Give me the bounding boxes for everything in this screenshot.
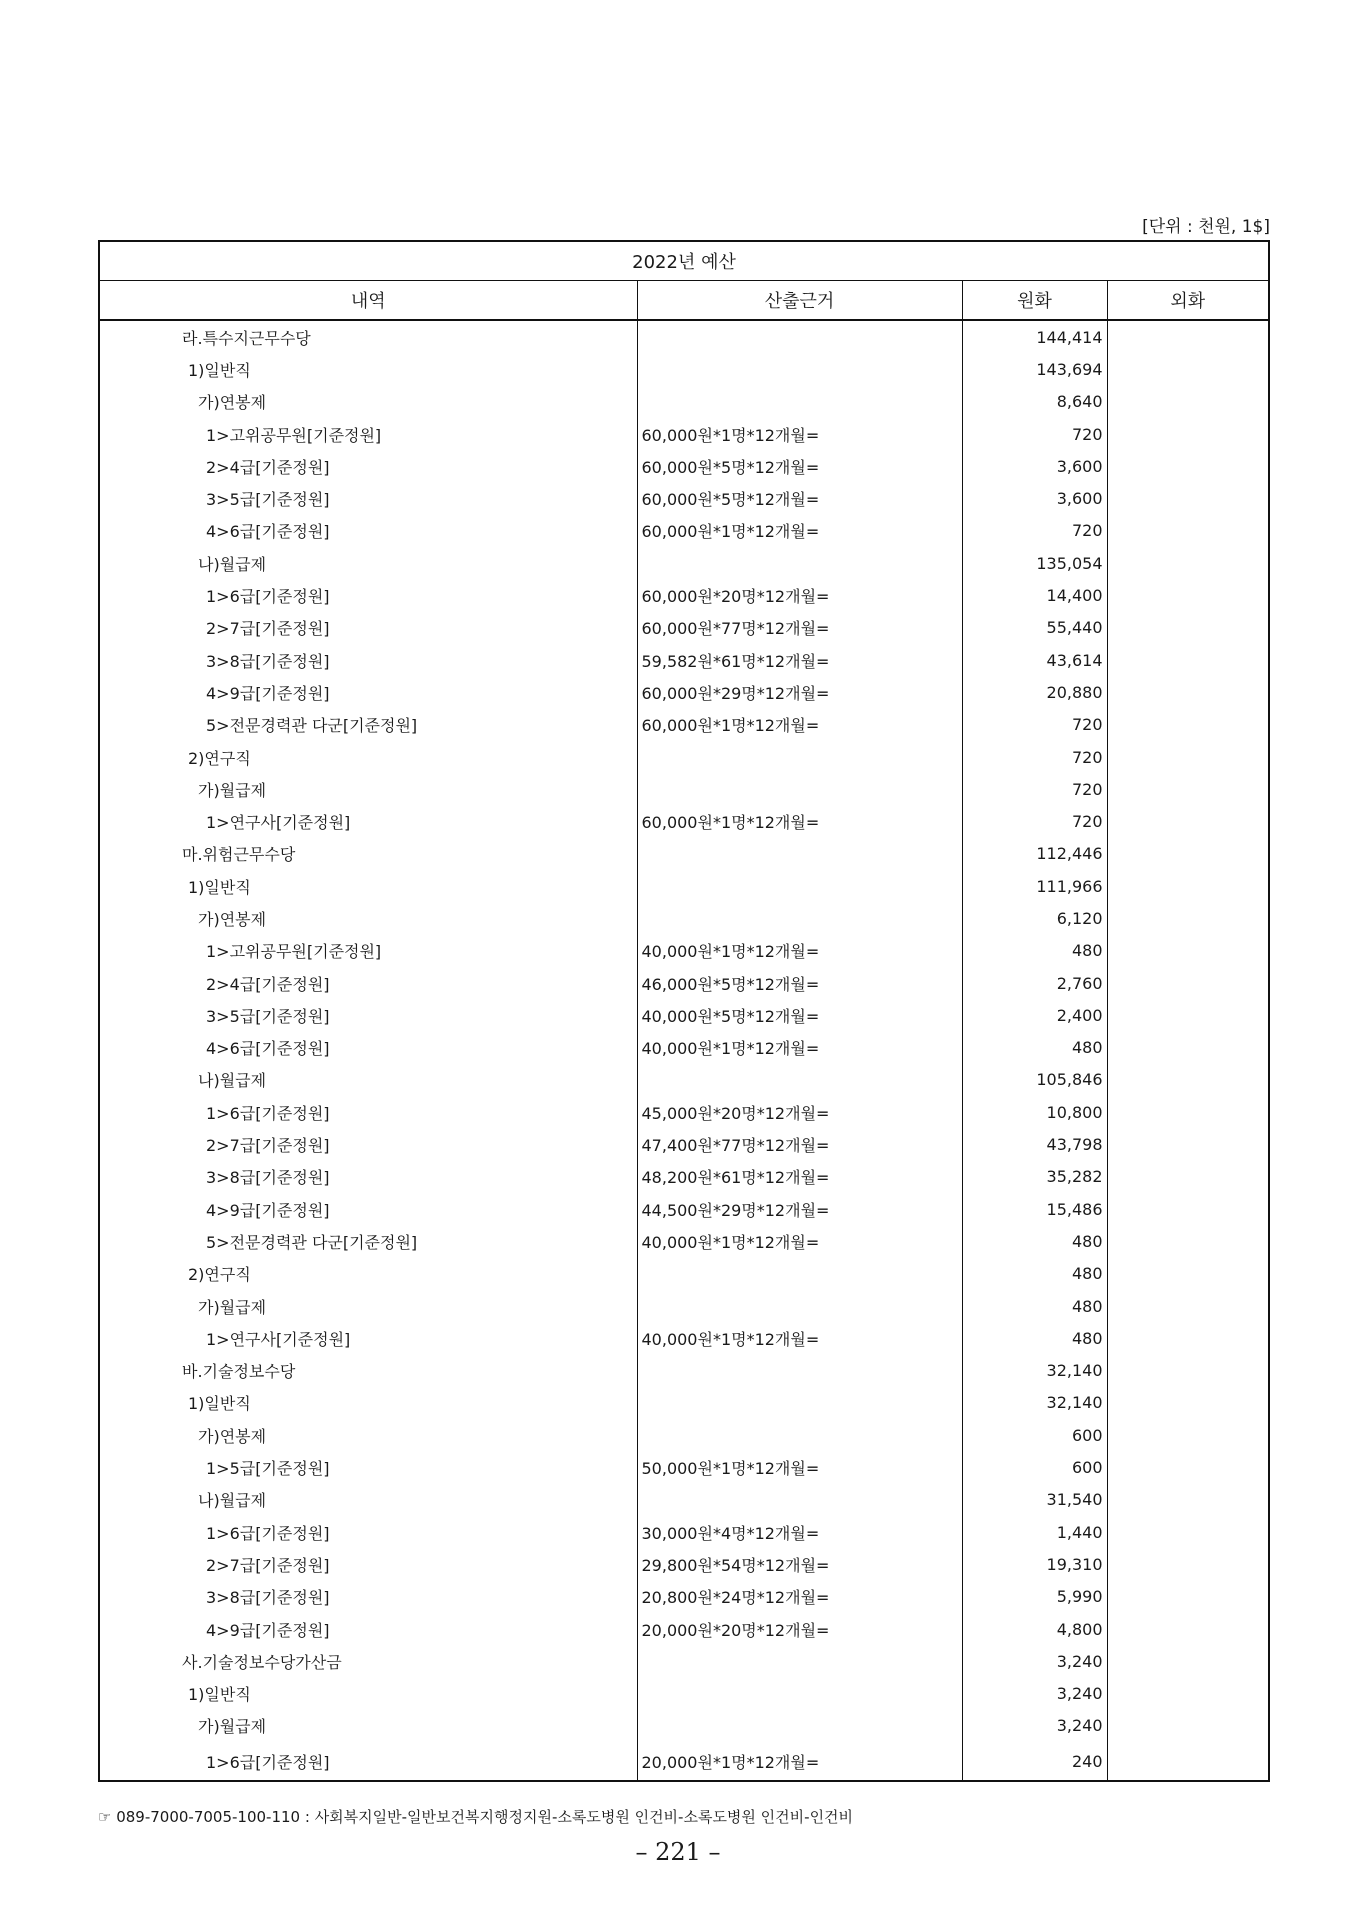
row-basis bbox=[637, 1290, 962, 1322]
row-foreign bbox=[1107, 612, 1269, 644]
row-krw: 600 bbox=[962, 1451, 1107, 1483]
row-krw: 720 bbox=[962, 515, 1107, 547]
row-krw: 43,614 bbox=[962, 644, 1107, 676]
row-basis bbox=[637, 1710, 962, 1742]
table-row bbox=[99, 320, 1269, 353]
row-foreign bbox=[1107, 579, 1269, 611]
table-row bbox=[99, 1742, 1269, 1781]
row-krw: 480 bbox=[962, 1322, 1107, 1354]
row-item: 1>6급[기준정원] bbox=[99, 1096, 637, 1128]
row-foreign bbox=[1107, 1064, 1269, 1096]
row-basis bbox=[637, 320, 962, 353]
row-item: 1)일반직 bbox=[99, 1677, 637, 1709]
row-item: 5>전문경력관 다군[기준정원] bbox=[99, 709, 637, 741]
row-foreign bbox=[1107, 1548, 1269, 1580]
row-basis bbox=[637, 741, 962, 773]
row-item: 3>8급[기준정원] bbox=[99, 1161, 637, 1193]
row-basis: 60,000원*1명*12개월= bbox=[637, 418, 962, 450]
row-item: 2>7급[기준정원] bbox=[99, 1548, 637, 1580]
row-item: 바.기술정보수당 bbox=[99, 1355, 637, 1387]
row-krw: 720 bbox=[962, 741, 1107, 773]
row-foreign bbox=[1107, 1742, 1269, 1781]
table-row bbox=[99, 1355, 1269, 1387]
row-basis: 60,000원*5명*12개월= bbox=[637, 450, 962, 482]
row-foreign bbox=[1107, 838, 1269, 870]
account-code-note: ☞ 089-7000-7005-100-110 : 사회복지일반-일반보건복지행정지원-소록도병원 인건비-소록도병원 인건비-인건비 bbox=[98, 1808, 854, 1826]
row-foreign bbox=[1107, 515, 1269, 547]
row-item: 1>고위공무원[기준정원] bbox=[99, 418, 637, 450]
table-row bbox=[99, 1645, 1269, 1677]
row-basis: 40,000원*1명*12개월= bbox=[637, 1032, 962, 1064]
row-basis bbox=[637, 1355, 962, 1387]
row-krw: 135,054 bbox=[962, 547, 1107, 579]
table-row bbox=[99, 386, 1269, 418]
row-basis bbox=[637, 773, 962, 805]
row-basis bbox=[637, 1387, 962, 1419]
row-krw: 720 bbox=[962, 805, 1107, 837]
row-item: 4>6급[기준정원] bbox=[99, 1032, 637, 1064]
row-foreign bbox=[1107, 1677, 1269, 1709]
row-item: 3>8급[기준정원] bbox=[99, 1581, 637, 1613]
row-basis bbox=[637, 870, 962, 902]
table-title: 2022년 예산 bbox=[99, 241, 1269, 281]
row-basis: 46,000원*5명*12개월= bbox=[637, 967, 962, 999]
row-item: 1>고위공무원[기준정원] bbox=[99, 935, 637, 967]
row-basis: 50,000원*1명*12개월= bbox=[637, 1451, 962, 1483]
table-row bbox=[99, 450, 1269, 482]
row-foreign bbox=[1107, 1161, 1269, 1193]
row-item: 나)월급제 bbox=[99, 547, 637, 579]
row-foreign bbox=[1107, 644, 1269, 676]
row-basis: 59,582원*61명*12개월= bbox=[637, 644, 962, 676]
table-row bbox=[99, 1677, 1269, 1709]
row-item: 1)일반직 bbox=[99, 353, 637, 385]
row-item: 3>8급[기준정원] bbox=[99, 644, 637, 676]
row-foreign bbox=[1107, 482, 1269, 514]
table-row bbox=[99, 1387, 1269, 1419]
header-krw: 원화 bbox=[962, 281, 1107, 321]
row-krw: 3,240 bbox=[962, 1645, 1107, 1677]
row-basis: 29,800원*54명*12개월= bbox=[637, 1548, 962, 1580]
table-row bbox=[99, 773, 1269, 805]
row-krw: 112,446 bbox=[962, 838, 1107, 870]
row-basis: 20,000원*20명*12개월= bbox=[637, 1613, 962, 1645]
row-basis: 40,000원*5명*12개월= bbox=[637, 999, 962, 1031]
row-item: 2>7급[기준정원] bbox=[99, 612, 637, 644]
row-item: 5>전문경력관 다군[기준정원] bbox=[99, 1225, 637, 1257]
row-foreign bbox=[1107, 1322, 1269, 1354]
table-row bbox=[99, 612, 1269, 644]
table-row bbox=[99, 353, 1269, 385]
row-foreign bbox=[1107, 1355, 1269, 1387]
row-krw: 240 bbox=[962, 1742, 1107, 1781]
row-basis: 40,000원*1명*12개월= bbox=[637, 1322, 962, 1354]
row-item: 1>연구사[기준정원] bbox=[99, 805, 637, 837]
row-basis: 60,000원*29명*12개월= bbox=[637, 676, 962, 708]
row-foreign bbox=[1107, 1516, 1269, 1548]
table-row bbox=[99, 902, 1269, 934]
row-foreign bbox=[1107, 902, 1269, 934]
row-krw: 14,400 bbox=[962, 579, 1107, 611]
table-row bbox=[99, 1290, 1269, 1322]
row-krw: 55,440 bbox=[962, 612, 1107, 644]
row-item: 1>연구사[기준정원] bbox=[99, 1322, 637, 1354]
table-row bbox=[99, 418, 1269, 450]
row-item: 가)연봉제 bbox=[99, 902, 637, 934]
row-basis: 60,000원*1명*12개월= bbox=[637, 515, 962, 547]
table-row bbox=[99, 644, 1269, 676]
row-krw: 480 bbox=[962, 1258, 1107, 1290]
row-krw: 3,600 bbox=[962, 450, 1107, 482]
row-item: 1)일반직 bbox=[99, 870, 637, 902]
row-item: 4>6급[기준정원] bbox=[99, 515, 637, 547]
row-krw: 720 bbox=[962, 418, 1107, 450]
table-row bbox=[99, 1322, 1269, 1354]
row-item: 1>6급[기준정원] bbox=[99, 579, 637, 611]
table-row bbox=[99, 1613, 1269, 1645]
row-item: 1)일반직 bbox=[99, 1387, 637, 1419]
row-foreign bbox=[1107, 870, 1269, 902]
header-item: 내역 bbox=[99, 281, 637, 321]
row-item: 2)연구직 bbox=[99, 1258, 637, 1290]
row-foreign bbox=[1107, 418, 1269, 450]
row-krw: 19,310 bbox=[962, 1548, 1107, 1580]
row-basis bbox=[637, 1064, 962, 1096]
row-krw: 480 bbox=[962, 935, 1107, 967]
row-basis bbox=[637, 547, 962, 579]
row-foreign bbox=[1107, 450, 1269, 482]
row-foreign bbox=[1107, 1032, 1269, 1064]
table-row bbox=[99, 1516, 1269, 1548]
row-item: 2>4급[기준정원] bbox=[99, 450, 637, 482]
row-foreign bbox=[1107, 547, 1269, 579]
row-krw: 111,966 bbox=[962, 870, 1107, 902]
table-row bbox=[99, 805, 1269, 837]
row-foreign bbox=[1107, 1710, 1269, 1742]
row-item: 사.기술정보수당가산금 bbox=[99, 1645, 637, 1677]
row-krw: 31,540 bbox=[962, 1484, 1107, 1516]
row-basis: 44,500원*29명*12개월= bbox=[637, 1193, 962, 1225]
row-foreign bbox=[1107, 935, 1269, 967]
row-basis: 30,000원*4명*12개월= bbox=[637, 1516, 962, 1548]
table-row bbox=[99, 1225, 1269, 1257]
row-basis bbox=[637, 1258, 962, 1290]
row-item: 1>6급[기준정원] bbox=[99, 1742, 637, 1781]
row-basis bbox=[637, 1677, 962, 1709]
row-foreign bbox=[1107, 1613, 1269, 1645]
row-basis: 20,800원*24명*12개월= bbox=[637, 1581, 962, 1613]
row-krw: 3,240 bbox=[962, 1677, 1107, 1709]
table-row bbox=[99, 1161, 1269, 1193]
unit-label: [단위 : 천원, 1$] bbox=[1142, 217, 1270, 237]
table-row bbox=[99, 579, 1269, 611]
row-basis bbox=[637, 386, 962, 418]
table-row bbox=[99, 1451, 1269, 1483]
row-krw: 480 bbox=[962, 1290, 1107, 1322]
row-item: 나)월급제 bbox=[99, 1484, 637, 1516]
table-row bbox=[99, 482, 1269, 514]
row-item: 3>5급[기준정원] bbox=[99, 482, 637, 514]
table-row bbox=[99, 838, 1269, 870]
table-row bbox=[99, 515, 1269, 547]
row-krw: 4,800 bbox=[962, 1613, 1107, 1645]
row-foreign bbox=[1107, 709, 1269, 741]
row-foreign bbox=[1107, 1451, 1269, 1483]
row-basis bbox=[637, 1645, 962, 1677]
row-foreign bbox=[1107, 967, 1269, 999]
table-row bbox=[99, 999, 1269, 1031]
row-basis: 40,000원*1명*12개월= bbox=[637, 1225, 962, 1257]
row-basis: 60,000원*77명*12개월= bbox=[637, 612, 962, 644]
row-item: 2>4급[기준정원] bbox=[99, 967, 637, 999]
row-krw: 3,600 bbox=[962, 482, 1107, 514]
row-foreign bbox=[1107, 1484, 1269, 1516]
row-item: 가)연봉제 bbox=[99, 1419, 637, 1451]
row-basis bbox=[637, 1484, 962, 1516]
row-item: 4>9급[기준정원] bbox=[99, 1613, 637, 1645]
row-item: 4>9급[기준정원] bbox=[99, 1193, 637, 1225]
row-foreign bbox=[1107, 1290, 1269, 1322]
row-basis bbox=[637, 353, 962, 385]
row-foreign bbox=[1107, 1128, 1269, 1160]
row-krw: 32,140 bbox=[962, 1387, 1107, 1419]
row-foreign bbox=[1107, 676, 1269, 708]
row-item: 나)월급제 bbox=[99, 1064, 637, 1096]
row-krw: 143,694 bbox=[962, 353, 1107, 385]
row-foreign bbox=[1107, 1096, 1269, 1128]
table-row bbox=[99, 1032, 1269, 1064]
table-row bbox=[99, 1096, 1269, 1128]
row-foreign bbox=[1107, 1225, 1269, 1257]
row-foreign bbox=[1107, 1645, 1269, 1677]
table-row bbox=[99, 967, 1269, 999]
row-krw: 480 bbox=[962, 1032, 1107, 1064]
row-krw: 2,760 bbox=[962, 967, 1107, 999]
row-item: 가)월급제 bbox=[99, 773, 637, 805]
row-krw: 5,990 bbox=[962, 1581, 1107, 1613]
row-foreign bbox=[1107, 999, 1269, 1031]
row-basis: 60,000원*1명*12개월= bbox=[637, 805, 962, 837]
row-basis: 20,000원*1명*12개월= bbox=[637, 1742, 962, 1781]
table-row bbox=[99, 1710, 1269, 1742]
row-basis bbox=[637, 838, 962, 870]
row-krw: 720 bbox=[962, 773, 1107, 805]
budget-table bbox=[98, 240, 1270, 1782]
table-row bbox=[99, 1128, 1269, 1160]
header-basis: 산출근거 bbox=[637, 281, 962, 321]
row-krw: 720 bbox=[962, 709, 1107, 741]
table-row bbox=[99, 1064, 1269, 1096]
table-row bbox=[99, 1548, 1269, 1580]
table-row bbox=[99, 1581, 1269, 1613]
row-item: 가)월급제 bbox=[99, 1710, 637, 1742]
header-foreign: 외화 bbox=[1107, 281, 1269, 321]
row-krw: 15,486 bbox=[962, 1193, 1107, 1225]
row-krw: 1,440 bbox=[962, 1516, 1107, 1548]
table-body bbox=[99, 320, 1269, 1781]
row-basis: 45,000원*20명*12개월= bbox=[637, 1096, 962, 1128]
row-foreign bbox=[1107, 1581, 1269, 1613]
table-row bbox=[99, 1484, 1269, 1516]
row-basis: 60,000원*1명*12개월= bbox=[637, 709, 962, 741]
row-item: 2>7급[기준정원] bbox=[99, 1128, 637, 1160]
row-foreign bbox=[1107, 773, 1269, 805]
row-krw: 480 bbox=[962, 1225, 1107, 1257]
row-krw: 8,640 bbox=[962, 386, 1107, 418]
row-basis: 60,000원*20명*12개월= bbox=[637, 579, 962, 611]
row-basis: 47,400원*77명*12개월= bbox=[637, 1128, 962, 1160]
row-basis: 40,000원*1명*12개월= bbox=[637, 935, 962, 967]
table-row bbox=[99, 741, 1269, 773]
table-row bbox=[99, 547, 1269, 579]
row-basis: 60,000원*5명*12개월= bbox=[637, 482, 962, 514]
row-item: 가)연봉제 bbox=[99, 386, 637, 418]
table-row bbox=[99, 1258, 1269, 1290]
row-krw: 20,880 bbox=[962, 676, 1107, 708]
row-item: 4>9급[기준정원] bbox=[99, 676, 637, 708]
row-foreign bbox=[1107, 1387, 1269, 1419]
row-foreign bbox=[1107, 1193, 1269, 1225]
row-item: 1>6급[기준정원] bbox=[99, 1516, 637, 1548]
row-item: 마.위험근무수당 bbox=[99, 838, 637, 870]
row-foreign bbox=[1107, 741, 1269, 773]
row-krw: 3,240 bbox=[962, 1710, 1107, 1742]
row-basis bbox=[637, 902, 962, 934]
row-foreign bbox=[1107, 386, 1269, 418]
table-row bbox=[99, 870, 1269, 902]
row-item: 라.특수지근무수당 bbox=[99, 320, 637, 353]
table-row bbox=[99, 1193, 1269, 1225]
row-krw: 600 bbox=[962, 1419, 1107, 1451]
row-krw: 105,846 bbox=[962, 1064, 1107, 1096]
page-number: – 221 – bbox=[635, 1838, 721, 1866]
table-row bbox=[99, 676, 1269, 708]
row-krw: 6,120 bbox=[962, 902, 1107, 934]
row-krw: 43,798 bbox=[962, 1128, 1107, 1160]
row-item: 1>5급[기준정원] bbox=[99, 1451, 637, 1483]
row-foreign bbox=[1107, 320, 1269, 353]
row-item: 2)연구직 bbox=[99, 741, 637, 773]
row-basis: 48,200원*61명*12개월= bbox=[637, 1161, 962, 1193]
row-krw: 35,282 bbox=[962, 1161, 1107, 1193]
row-basis bbox=[637, 1419, 962, 1451]
row-krw: 2,400 bbox=[962, 999, 1107, 1031]
table-row bbox=[99, 709, 1269, 741]
table-row bbox=[99, 1419, 1269, 1451]
row-krw: 32,140 bbox=[962, 1355, 1107, 1387]
row-item: 3>5급[기준정원] bbox=[99, 999, 637, 1031]
row-foreign bbox=[1107, 353, 1269, 385]
row-foreign bbox=[1107, 805, 1269, 837]
row-krw: 10,800 bbox=[962, 1096, 1107, 1128]
row-foreign bbox=[1107, 1419, 1269, 1451]
table-row bbox=[99, 935, 1269, 967]
row-item: 가)월급제 bbox=[99, 1290, 637, 1322]
row-foreign bbox=[1107, 1258, 1269, 1290]
row-krw: 144,414 bbox=[962, 320, 1107, 353]
